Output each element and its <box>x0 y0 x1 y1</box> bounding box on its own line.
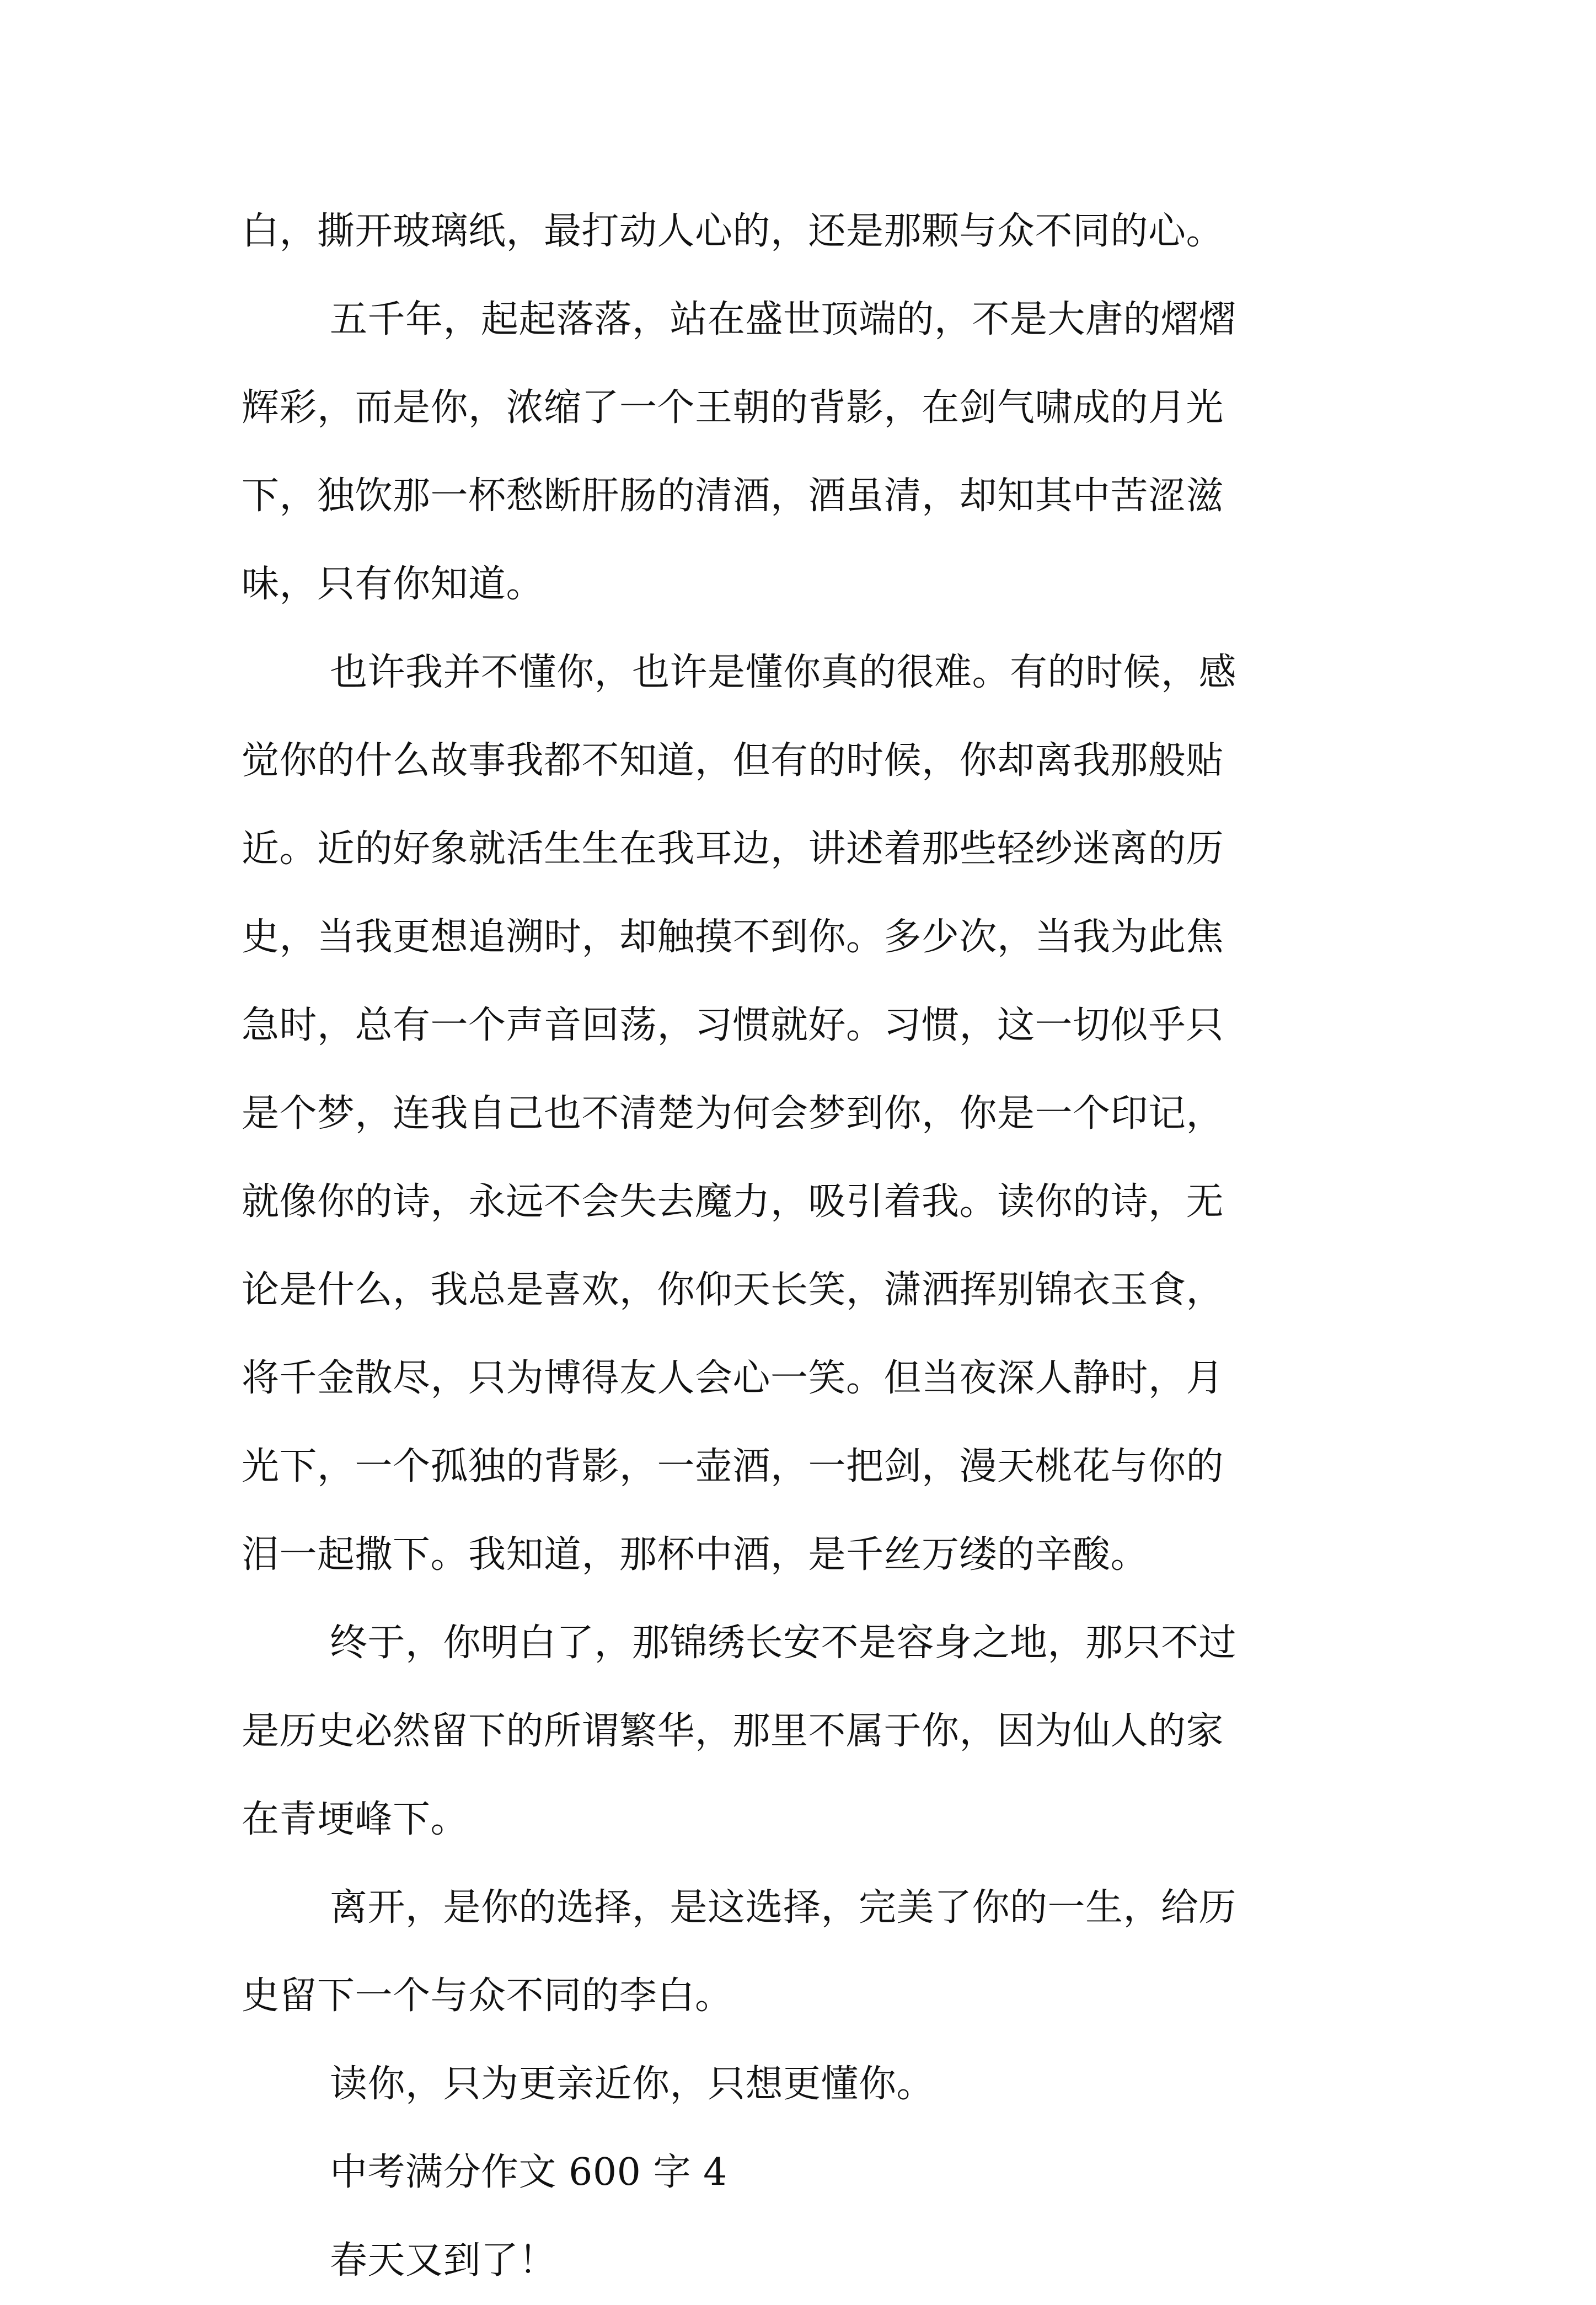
text-line: 史留下一个与众不同的李白。 <box>242 1974 733 2018</box>
text-line: 急时，总有一个声音回荡，习惯就好。习惯，这一切似乎只 <box>242 1004 1224 1047</box>
text-line: 辉彩，而是你，浓缩了一个王朝的背影，在剑气啸成的月光 <box>242 386 1224 430</box>
text-line: 近。近的好象就活生生在我耳边，讲述着那些轻纱迷离的历 <box>242 827 1224 871</box>
text-line: 味，只有你知道。 <box>242 562 544 606</box>
text-line: 泪一起撒下。我知道，那杯中酒，是千丝万缕的辛酸。 <box>242 1533 1149 1577</box>
section-heading: 中考满分作文 600 字 4 <box>330 2151 727 2194</box>
text-line: 白，撕开玻璃纸，最打动人心的，还是那颗与众不同的心。 <box>242 210 1224 253</box>
text-line: 光下，一个孤独的背影，一壶酒，一把剑，漫天桃花与你的 <box>242 1445 1224 1488</box>
text-line: 就像你的诗，永远不会失去魔力，吸引着我。读你的诗，无 <box>242 1180 1224 1224</box>
text-line: 五千年，起起落落，站在盛世顶端的，不是大唐的熠熠 <box>330 298 1237 341</box>
text-line: 读你，只为更亲近你，只想更懂你。 <box>330 2062 935 2106</box>
text-line: 论是什么，我总是喜欢，你仰天长笑，潇洒挥别锦衣玉食， <box>242 1268 1224 1312</box>
text-line: 春天又到了！ <box>330 2239 557 2282</box>
text-line: 下，独饮那一杯愁断肝肠的清酒，酒虽清，却知其中苦涩滋 <box>242 474 1224 518</box>
text-line: 将千金散尽，只为博得友人会心一笑。但当夜深人静时，月 <box>242 1357 1224 1400</box>
text-line: 在青埂峰下。 <box>242 1798 469 1841</box>
text-line: 史，当我更想追溯时，却触摸不到你。多少次，当我为此焦 <box>242 915 1224 959</box>
text-line: 觉你的什么故事我都不知道，但有的时候，你却离我那般贴 <box>242 739 1224 782</box>
text-line: 终于，你明白了，那锦绣长安不是容身之地，那只不过 <box>330 1621 1237 1665</box>
body-text <box>242 187 1364 2305</box>
text-line: 是历史必然留下的所谓繁华，那里不属于你，因为仙人的家 <box>242 1709 1224 1753</box>
text-line: 离开，是你的选择，是这选择，完美了你的一生，给历 <box>330 1886 1237 1929</box>
text-line: 是个梦，连我自己也不清楚为何会梦到你，你是一个印记， <box>242 1092 1224 1135</box>
text-line: 也许我并不懂你，也许是懂你真的很难。有的时候，感 <box>330 651 1237 694</box>
